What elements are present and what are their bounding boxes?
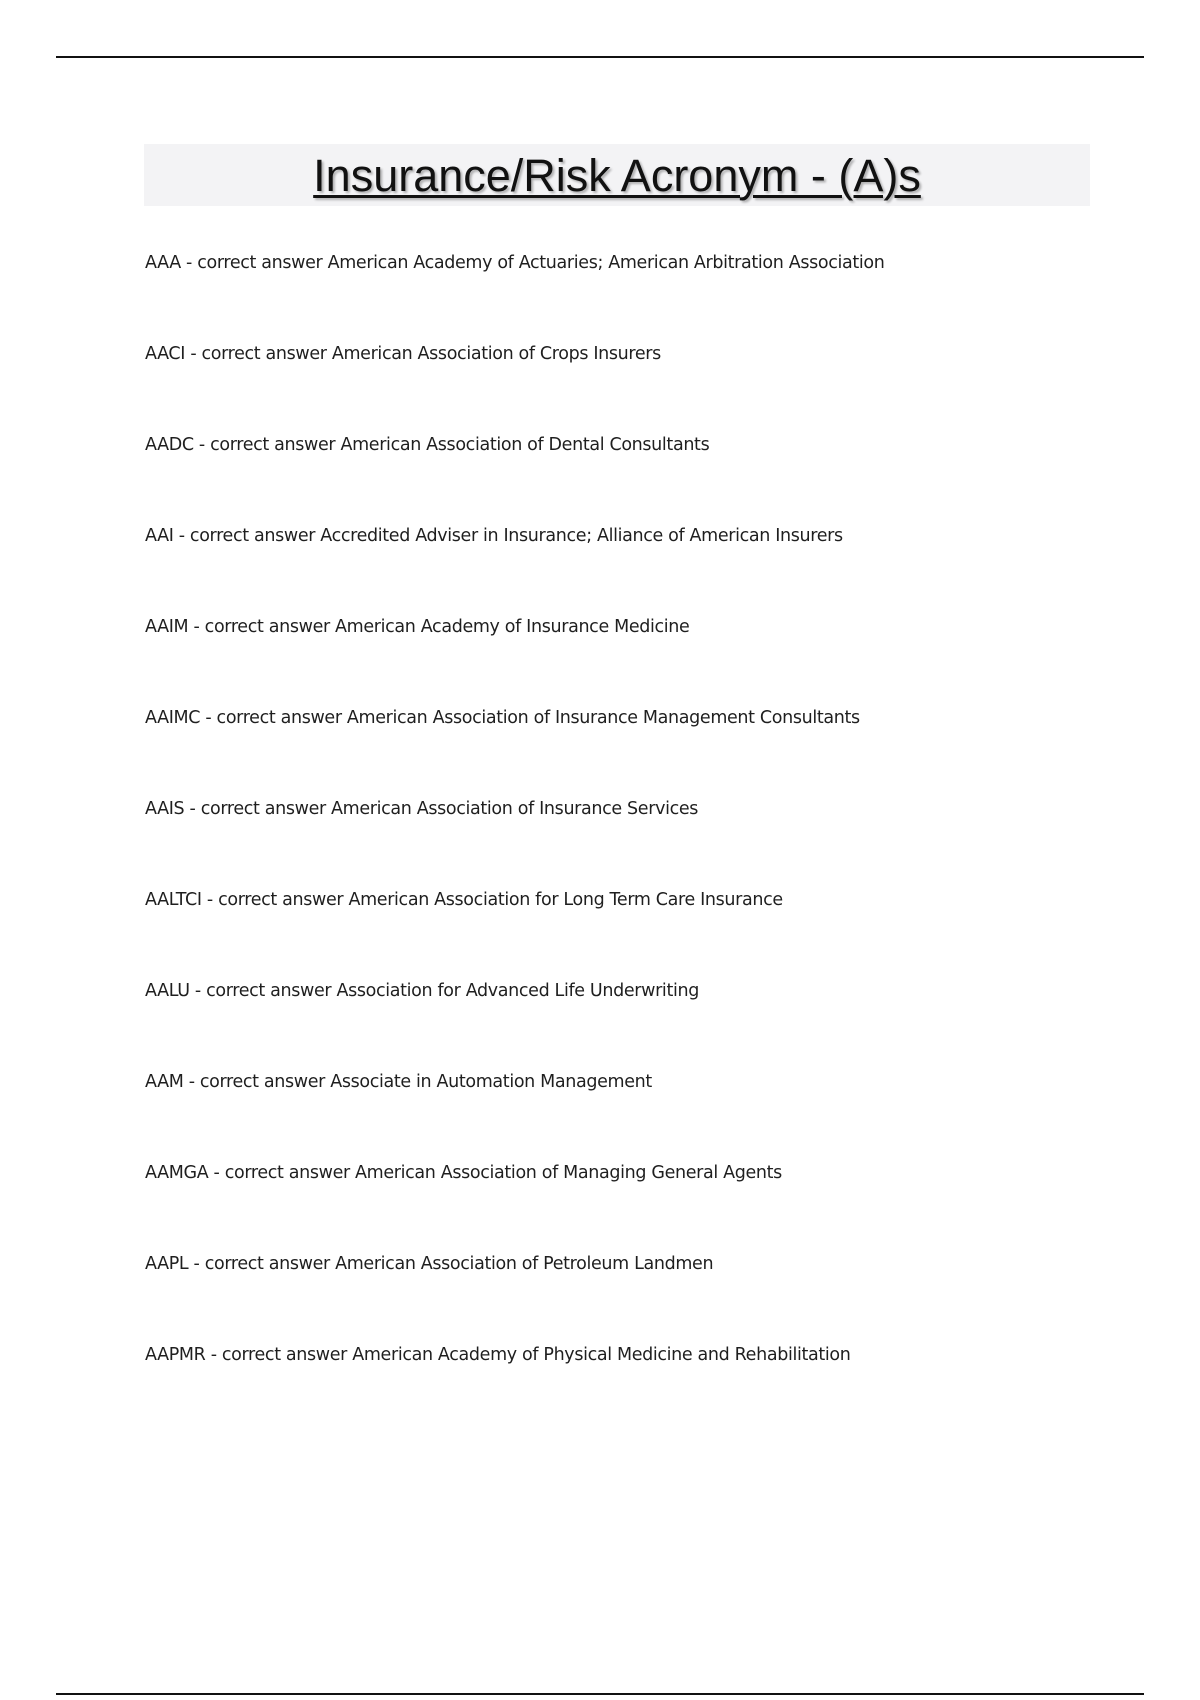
list-item: AAIM - correct answer American Academy of Insurance Medicine [145,617,690,637]
list-item: AAMGA - correct answer American Association of Managing General Agents [145,1163,782,1183]
list-item: AAPL - correct answer American Association of Petroleum Landmen [145,1254,714,1274]
list-item: AAIS - correct answer American Association of Insurance Services [145,799,699,819]
page-title: Insurance/Risk Acronym - (A)s [313,149,921,201]
acronym-list [145,252,1145,1435]
list-item: AAIMC - correct answer American Association of Insurance Management Consultants [145,708,860,728]
footer-rule [56,1693,1144,1695]
list-item: AALTCI - correct answer American Association for Long Term Care Insurance [145,890,783,910]
header-rule [56,56,1144,58]
list-item: AAPMR - correct answer American Academy of Physical Medicine and Rehabilitation [145,1345,851,1365]
title-band [144,144,1090,206]
list-item: AAM - correct answer Associate in Automation Management [145,1072,652,1092]
list-item: AAA - correct answer American Academy of Actuaries; American Arbitration Association [145,253,885,273]
list-item: AACI - correct answer American Association of Crops Insurers [145,344,661,364]
list-item: AAI - correct answer Accredited Adviser in Insurance; Alliance of American Insurers [145,526,843,546]
list-item: AADC - correct answer American Association of Dental Consultants [145,435,710,455]
list-item: AALU - correct answer Association for Advanced Life Underwriting [145,981,699,1001]
